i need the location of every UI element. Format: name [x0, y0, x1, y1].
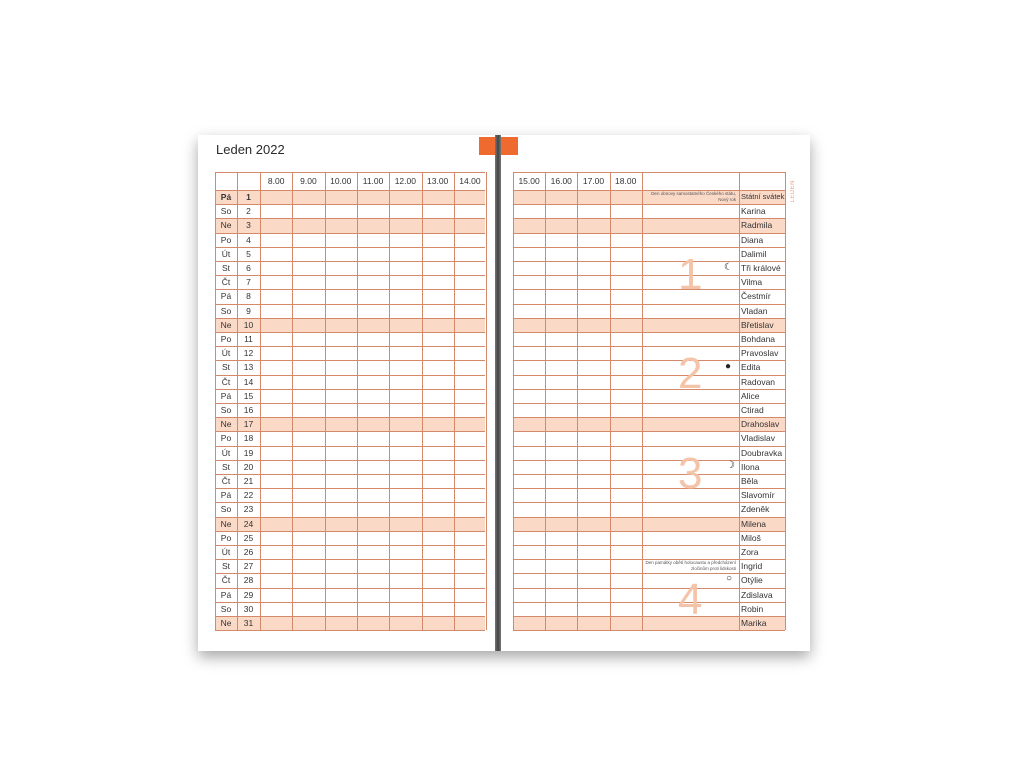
left-col-line — [389, 172, 390, 630]
left-row-line — [215, 630, 485, 631]
weekday-label: Pá — [220, 490, 232, 501]
weekday-label: St — [221, 461, 231, 472]
weekday-label: Ne — [220, 618, 232, 628]
name-day: Doubravka — [741, 447, 783, 458]
name-day: Bohdana — [741, 334, 776, 344]
moon-phase-number: 2 — [678, 349, 703, 398]
day-number: 5 — [246, 248, 251, 259]
holiday-note: Den obnovy samostatného Českého státu, Nový rok — [651, 191, 736, 202]
weekday-label: Út — [221, 348, 231, 359]
weekday-label: Po — [220, 334, 232, 344]
hour-header: 11.00 — [362, 176, 384, 186]
hour-header: 9.00 — [300, 176, 317, 186]
day-number: 7 — [246, 277, 251, 288]
names-header: Státní svátek — [741, 192, 785, 201]
name-day: Drahoslav — [741, 419, 780, 430]
weekday-label: Út — [221, 248, 231, 259]
weekday-label: St — [221, 263, 231, 273]
day-number: 2 — [246, 206, 251, 217]
name-day: Radovan — [741, 376, 776, 387]
name-day: Čestmír — [741, 291, 771, 302]
weekday-label: So — [220, 504, 232, 515]
name-day: Karina — [741, 206, 766, 217]
left-col-line — [422, 172, 423, 630]
side-month-label: LEDEN — [790, 180, 796, 203]
hour-header: 16.00 — [550, 176, 572, 186]
name-day: Vilma — [741, 277, 763, 288]
right-col-line — [610, 172, 611, 630]
weekday-label: So — [220, 305, 232, 316]
right-row-line — [513, 630, 785, 631]
hour-header: 10.00 — [330, 176, 352, 186]
day-number: 4 — [246, 234, 251, 245]
weekday-label: Út — [221, 547, 231, 557]
left-col-line — [486, 172, 487, 630]
name-day: Dalimil — [741, 248, 767, 259]
name-day: Tři králové — [741, 263, 781, 273]
day-number: 6 — [246, 263, 251, 273]
planner-spine — [495, 135, 501, 651]
day-number: 11 — [244, 334, 253, 344]
left-col-line — [292, 172, 293, 630]
day-number: 17 — [243, 419, 254, 430]
weekday-label: Ne — [220, 419, 232, 430]
weekday-label: Po — [220, 433, 232, 444]
name-day: Zora — [741, 547, 759, 557]
name-day: Vladislav — [741, 433, 776, 444]
hour-header: 15.00 — [518, 176, 540, 186]
name-day: Zdislava — [741, 589, 773, 600]
hour-header: 18.00 — [615, 176, 637, 186]
day-number: 26 — [243, 547, 254, 557]
name-day: Miloš — [741, 532, 761, 543]
name-day: Robin — [741, 603, 764, 614]
name-day: Pravoslav — [741, 348, 779, 359]
left-col-line — [454, 172, 455, 630]
day-number: 30 — [243, 603, 254, 614]
day-number: 23 — [243, 504, 254, 515]
right-col-line — [513, 172, 514, 630]
weekday-label: Čt — [221, 575, 231, 586]
moon-phase-number: 4 — [678, 575, 703, 624]
name-day: Edita — [741, 362, 761, 373]
moon-phase-number: 3 — [678, 449, 703, 498]
full-moon-icon: ● — [725, 361, 732, 372]
name-day: Zdeněk — [741, 504, 770, 515]
weekday-label: So — [220, 405, 232, 415]
month-title: Leden 2022 — [216, 142, 285, 157]
hour-header: 12.00 — [394, 176, 416, 186]
name-day: Slavomír — [741, 490, 775, 501]
name-day: Ingrid — [741, 561, 763, 572]
hour-header: 13.00 — [427, 176, 449, 186]
name-day: Vladan — [741, 305, 768, 316]
right-col-line — [545, 172, 546, 630]
day-number: 10 — [243, 319, 254, 330]
weekday-label: St — [221, 561, 231, 572]
weekday-label: Út — [221, 447, 231, 458]
ribbon-tab-left — [479, 137, 495, 155]
weekday-label: Pá — [220, 589, 232, 600]
day-number: 12 — [243, 348, 254, 359]
name-day: Diana — [741, 234, 764, 245]
weekday-label: So — [220, 206, 232, 217]
hour-header: 14.00 — [459, 176, 481, 186]
name-day: Milena — [741, 518, 767, 529]
weekday-label: Pá — [220, 192, 232, 202]
left-col-line — [260, 172, 261, 630]
day-number: 8 — [246, 291, 251, 302]
day-number: 1 — [246, 192, 251, 202]
first-quarter-moon-icon: ☾ — [724, 262, 733, 273]
day-number: 24 — [243, 518, 254, 529]
weekday-label: Ne — [220, 220, 232, 231]
left-col-line — [357, 172, 358, 630]
day-number: 25 — [243, 532, 254, 543]
weekday-label: Ne — [220, 518, 232, 529]
name-day: Běla — [741, 476, 759, 486]
day-number: 13 — [243, 362, 254, 373]
day-number: 31 — [243, 618, 254, 628]
day-number: 29 — [243, 589, 254, 600]
day-number: 3 — [246, 220, 251, 231]
weekday-label: Po — [220, 234, 232, 245]
weekday-label: Po — [220, 532, 232, 543]
left-col-line — [325, 172, 326, 630]
memorial-note: Den památky obětí holocaustu a předcházení zločinům proti lidskosti — [645, 560, 736, 571]
name-day: Otýlie — [741, 575, 763, 586]
name-day: Ctirad — [741, 405, 764, 415]
day-number: 28 — [243, 575, 254, 586]
name-day: Břetislav — [741, 319, 774, 330]
day-number: 20 — [243, 461, 254, 472]
name-day: Alice — [741, 390, 760, 401]
weekday-label: Čt — [221, 476, 231, 486]
weekday-label: Čt — [221, 376, 231, 387]
hour-header: 17.00 — [582, 176, 605, 186]
name-day: Radmila — [741, 220, 773, 231]
weekday-label: St — [221, 362, 231, 373]
day-number: 27 — [243, 561, 254, 572]
weekday-label: Pá — [220, 390, 232, 401]
day-number: 15 — [243, 390, 254, 401]
ribbon-tab-right — [501, 137, 518, 155]
name-day: Marika — [741, 618, 767, 628]
weekday-label: So — [220, 603, 232, 614]
last-quarter-moon-icon: ☽ — [726, 460, 735, 471]
day-number: 16 — [243, 405, 254, 415]
day-number: 22 — [243, 490, 254, 501]
day-number: 9 — [246, 305, 251, 316]
weekday-label: Čt — [221, 277, 231, 288]
day-number: 14 — [243, 376, 254, 387]
weekday-label: Pá — [220, 291, 232, 302]
new-moon-icon: ○ — [726, 573, 733, 584]
right-col-line — [577, 172, 578, 630]
moon-phase-number: 1 — [678, 250, 703, 299]
weekday-label: Ne — [220, 319, 232, 330]
hour-header: 8.00 — [267, 176, 285, 186]
day-number: 18 — [243, 433, 254, 444]
name-day: Ilona — [741, 461, 760, 472]
day-number: 19 — [243, 447, 254, 458]
day-number: 21 — [243, 476, 254, 486]
